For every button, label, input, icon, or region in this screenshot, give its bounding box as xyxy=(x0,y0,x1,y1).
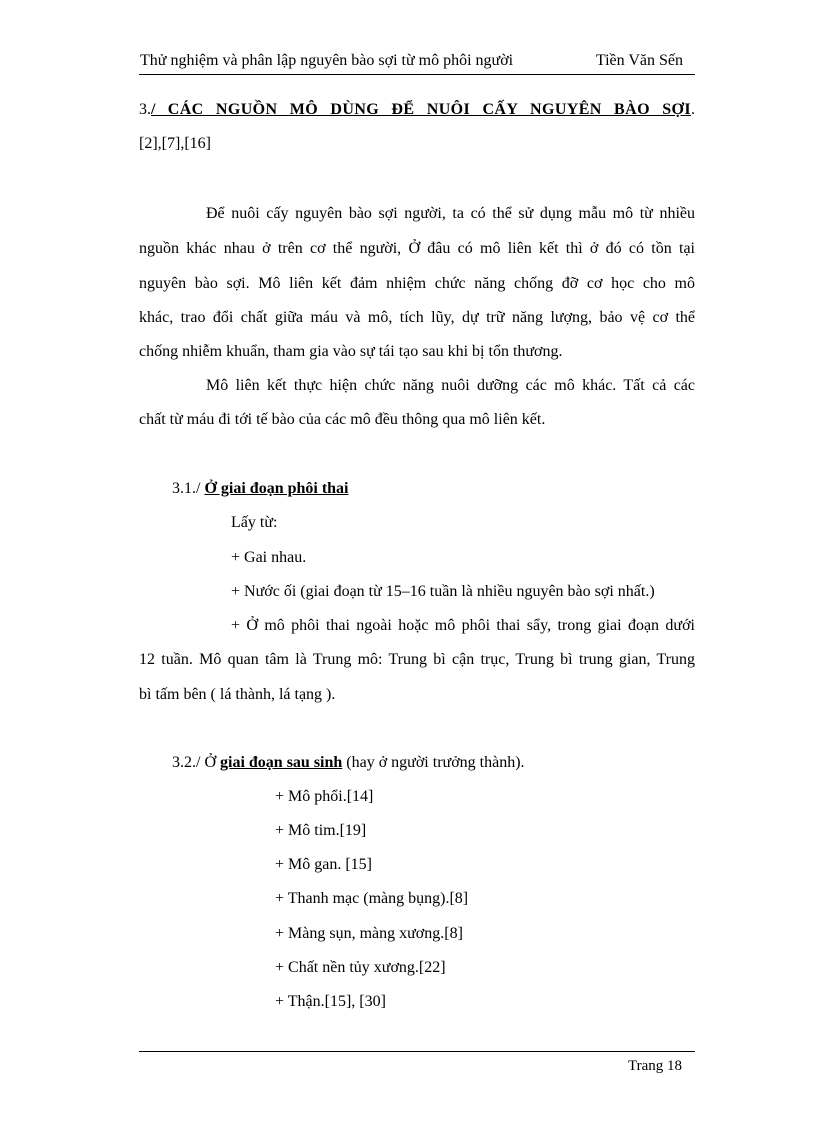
list-item: + Mô gan. [15] xyxy=(275,856,373,873)
subsection-3-2-number: 3.2./ Ở xyxy=(172,754,220,771)
section-refs: [2],[7],[16] xyxy=(139,135,211,152)
list-item: + Mô tim.[19] xyxy=(275,822,367,839)
para1-line-5: chống nhiễm khuẩn, tham gia vào sự tái tạo sau khi bị tổn thương. xyxy=(139,343,563,360)
subsection-3-1-intro: Lấy từ: xyxy=(231,514,278,531)
page-number: Trang 18 xyxy=(628,1058,683,1074)
section-slash: / xyxy=(151,101,156,118)
para1-line-2: nguồn khác nhau ở trên cơ thể người, Ở đâu có mô liên kết thì ở đó có tồn tại xyxy=(139,240,695,257)
header-title: Thử nghiệm và phân lập nguyên bào sợi từ mô phôi người xyxy=(140,52,514,69)
list-item: + Chất nền tủy xương.[22] xyxy=(275,959,446,976)
footer-rule xyxy=(139,1051,695,1052)
list-item: + Gai nhau. xyxy=(231,549,307,566)
subsection-3-2-title: giai đoạn sau sinh xyxy=(220,754,343,771)
list-item: + Thanh mạc (màng bụng).[8] xyxy=(275,890,469,907)
subsection-3-1-cont-1: 12 tuần. Mô quan tâm là Trung mô: Trung bì cận trục, Trung bì trung gian, Trung xyxy=(139,651,695,668)
list-item: + Ở mô phôi thai ngoài hoặc mô phôi thai sẩy, trong giai đoạn dưới xyxy=(231,617,695,634)
list-item: + Mô phổi.[14] xyxy=(275,788,374,805)
para2-line-1: Mô liên kết thực hiện chức năng nuôi dưỡng các mô khác. Tất cả các xyxy=(206,377,695,394)
para1-line-1: Để nuôi cấy nguyên bào sợi người, ta có thể sử dụng mẫu mô từ nhiều xyxy=(206,205,695,222)
section-title: CÁC NGUỒN MÔ DÙNG ĐỂ NUÔI CẤY NGUYÊN BÀO SỢI xyxy=(155,101,691,118)
section-number: 3. xyxy=(139,101,151,118)
subsection-3-1-number: 3.1./ xyxy=(172,480,205,497)
para1-line-3: nguyên bào sợi. Mô liên kết đảm nhiệm chức năng chống đỡ cơ học cho mô xyxy=(139,275,695,292)
section-period: . xyxy=(691,101,695,118)
subsection-3-1-title: Ở giai đoạn phôi thai xyxy=(204,480,349,497)
page-header xyxy=(139,52,695,75)
list-item: + Nước ối (giai đoạn từ 15–16 tuần là nhiều nguyên bào sợi nhất.) xyxy=(231,583,655,600)
list-item: + Màng sụn, màng xương.[8] xyxy=(275,925,463,942)
subsection-3-2-rest: (hay ở người trưởng thành). xyxy=(342,754,525,771)
section-heading xyxy=(139,100,695,120)
list-item: + Thận.[15], [30] xyxy=(275,993,386,1010)
subsection-3-1-cont-2: bì tấm bên ( lá thành, lá tạng ). xyxy=(139,686,336,703)
subsection-3-2-heading xyxy=(172,753,525,773)
para1-line-4: khác, trao đổi chất giữa máu và mô, tích lũy, dự trữ năng lượng, bảo vệ cơ thể xyxy=(139,309,695,326)
subsection-3-1-heading xyxy=(172,479,349,499)
para2-line-2: chất từ máu đi tới tế bào của các mô đều thông qua mô liên kết. xyxy=(139,411,546,428)
header-author: Tiền Văn Sến xyxy=(595,52,683,69)
